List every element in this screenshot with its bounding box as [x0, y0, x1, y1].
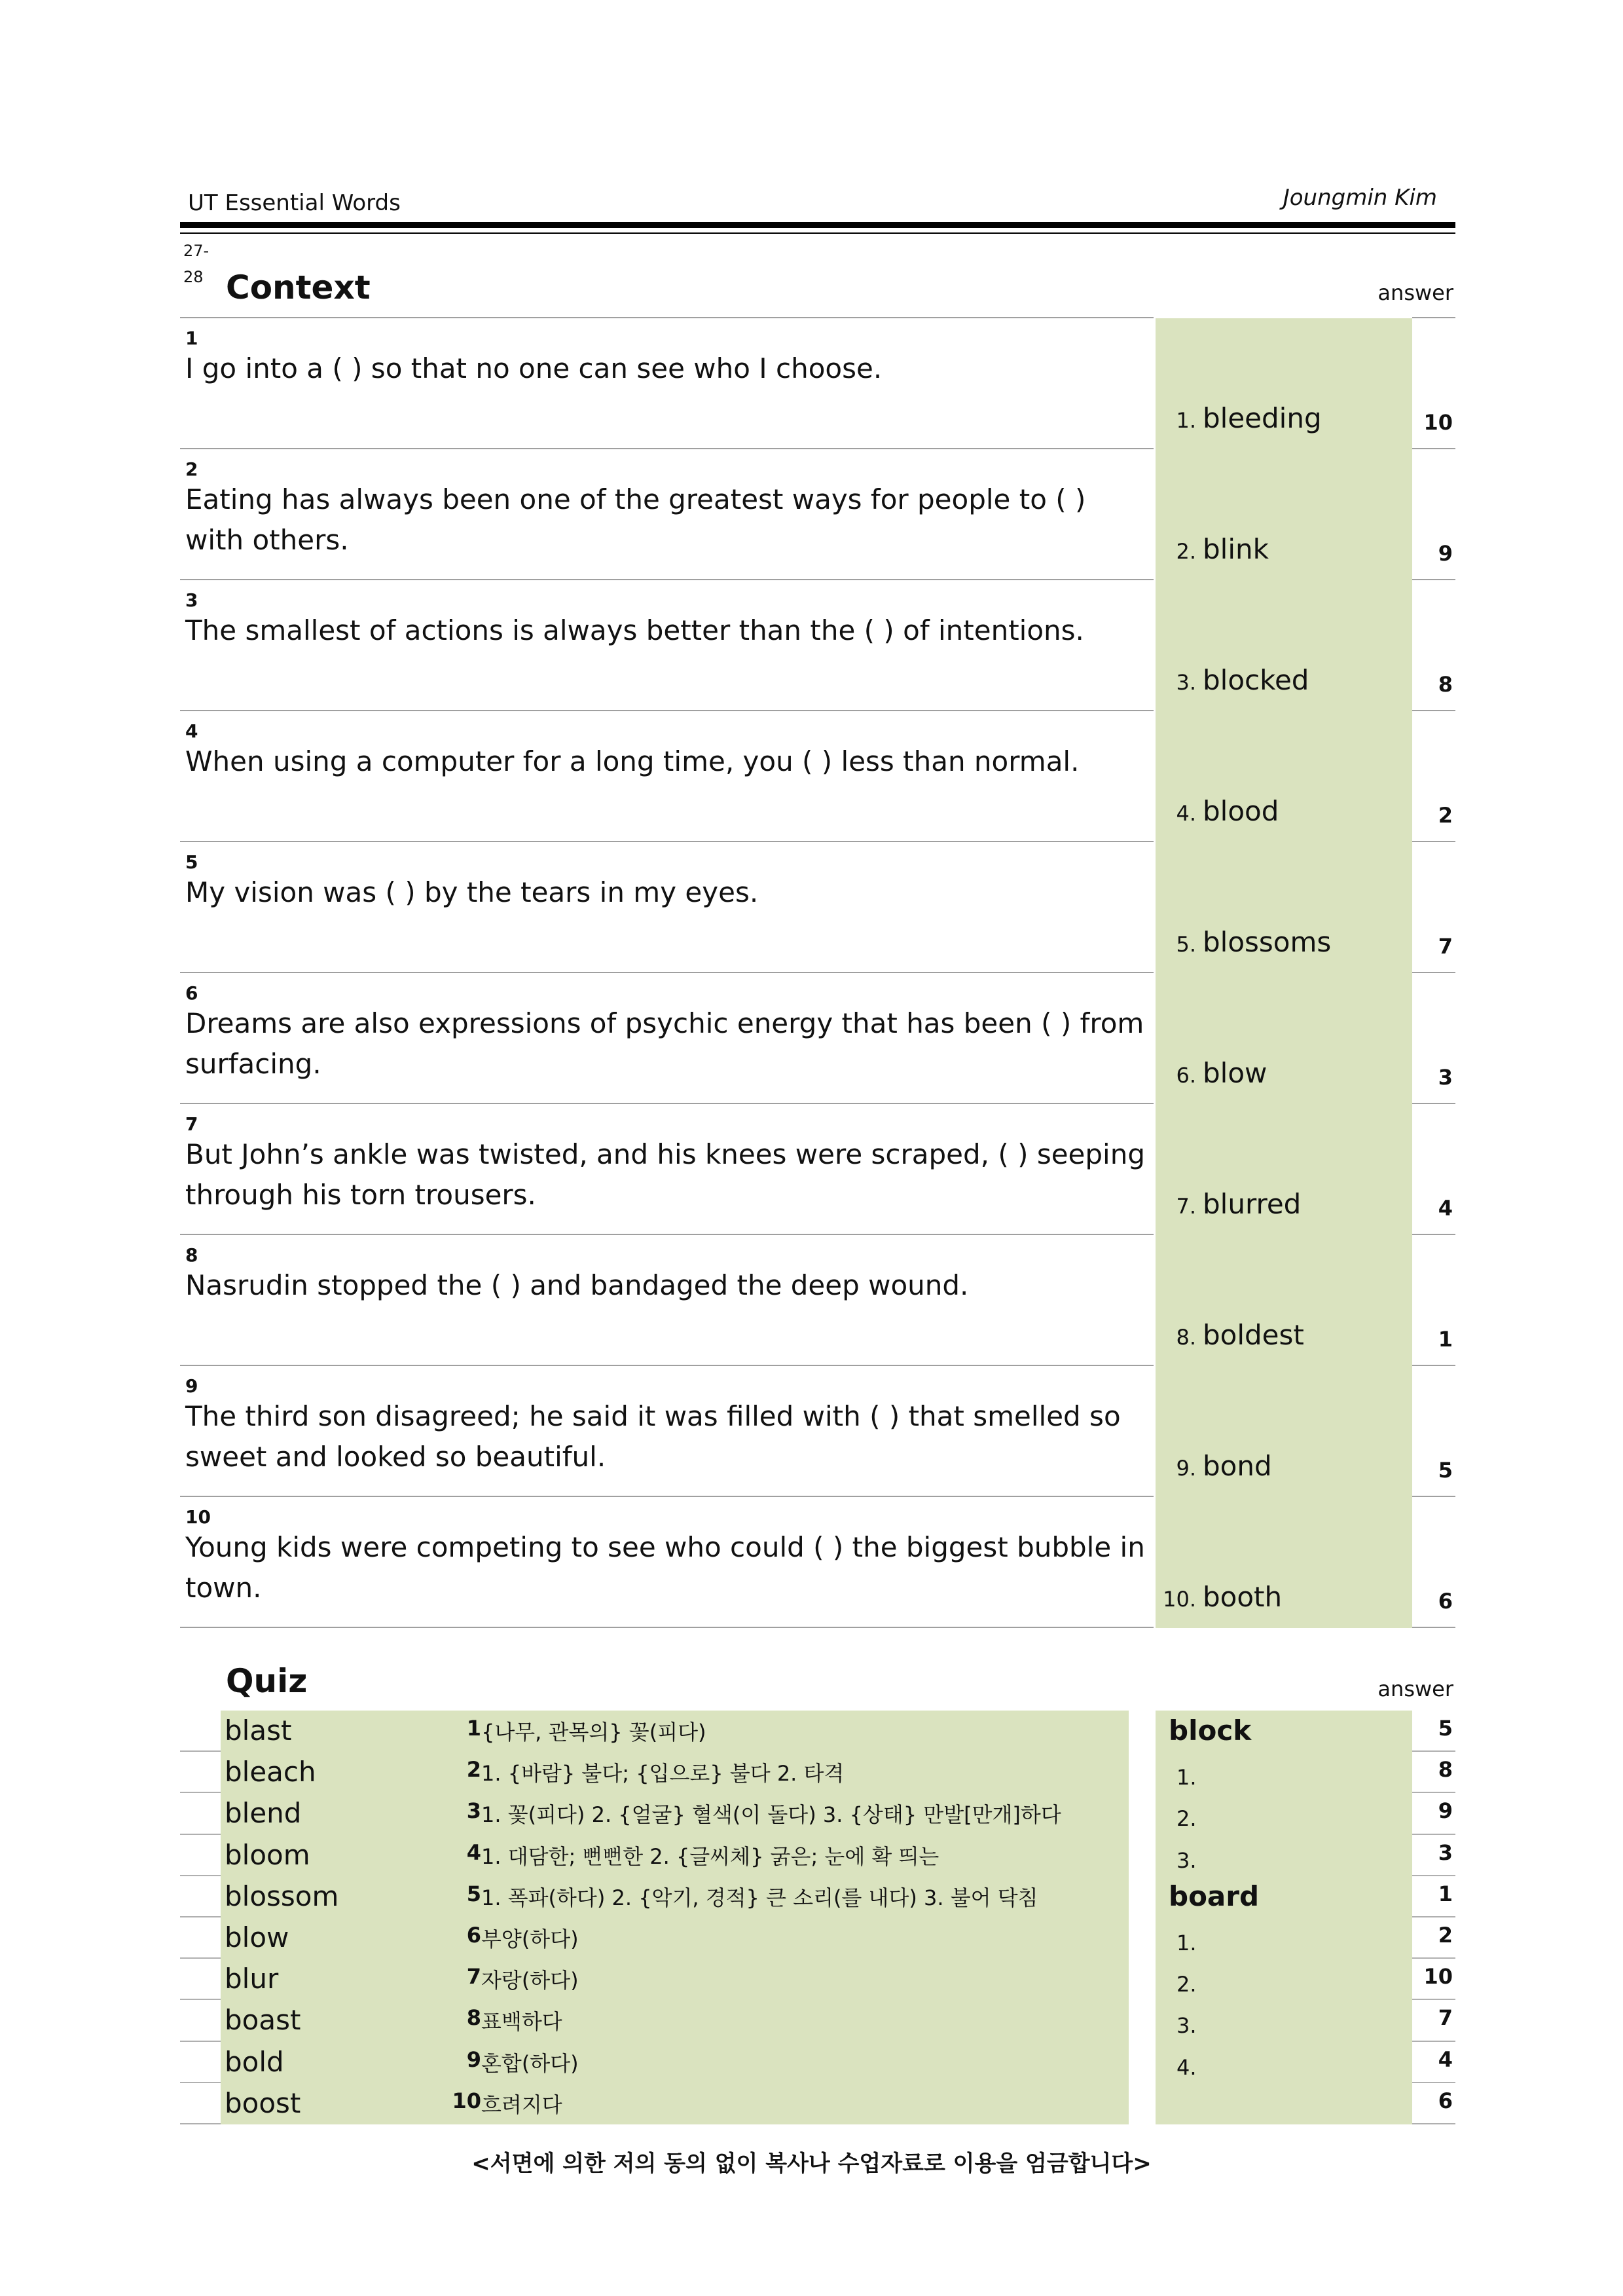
copyright-footer: <서면에 의한 저의 동의 없이 복사나 수업자료로 이용을 엄금합니다>	[471, 2151, 1152, 2177]
quiz-row	[180, 2083, 1455, 2124]
quiz-title: Quiz	[226, 1662, 308, 1700]
quiz-answer-value: 9	[1438, 1798, 1453, 1824]
quiz-side-number: 3.	[1176, 1847, 1197, 1873]
quiz-side-number: 1.	[1176, 1931, 1197, 1955]
quiz-def-number: 2	[466, 1757, 481, 1783]
word-choice-number: 9.	[1176, 1456, 1196, 1481]
word-choice-number: 3.	[1176, 670, 1196, 695]
quiz-side-number: 4.	[1176, 2054, 1197, 2080]
question-sentence: When using a computer for a long time, you ( ) less than normal.	[185, 745, 1080, 777]
question-number: 10	[185, 1506, 211, 1528]
context-row	[180, 1235, 1455, 1366]
question-sentence: Dreams are also expressions of psychic energy that has been ( ) from surfacing.	[185, 1007, 1144, 1080]
answer-value: 9	[1438, 541, 1453, 566]
quiz-def-number: 5	[466, 1881, 481, 1906]
quiz-row	[180, 2000, 1455, 2041]
row-divider	[180, 1627, 1154, 1628]
row-divider	[1412, 1627, 1455, 1628]
context-row	[180, 449, 1455, 580]
answer-value: 1	[1438, 1327, 1453, 1352]
quiz-def-number: 7	[466, 1964, 481, 1990]
quiz-word: bleach	[225, 1756, 316, 1788]
quiz-def-number: 1	[466, 1716, 481, 1741]
word-choice-number: 10.	[1163, 1587, 1196, 1612]
word-choice-text: blink	[1203, 533, 1269, 565]
quiz-word: blend	[225, 1797, 302, 1830]
header-title: UT Essential Words	[188, 190, 401, 216]
word-choice-text: blocked	[1203, 664, 1309, 696]
context-row	[180, 318, 1455, 449]
answer-value: 6	[1438, 1589, 1453, 1614]
question-sentence: Nasrudin stopped the ( ) and bandaged the deep wound.	[185, 1269, 969, 1301]
question-sentence: Young kids were competing to see who could ( ) the biggest bubble in town.	[185, 1531, 1145, 1604]
quiz-answer-value: 5	[1438, 1716, 1453, 1741]
unit-number: 27- 28	[183, 242, 210, 286]
word-choice-number: 7.	[1176, 1194, 1196, 1219]
context-title: Context	[226, 268, 371, 306]
question-number: 1	[185, 327, 198, 349]
question-number: 6	[185, 982, 198, 1004]
question-number: 5	[185, 851, 198, 873]
word-choice	[1156, 1581, 1404, 1613]
question-number: 7	[185, 1113, 198, 1135]
word-choice	[1156, 1319, 1404, 1351]
question-sentence: I go into a ( ) so that no one can see who I choose.	[185, 352, 883, 384]
header-author: Joungmin Kim	[1283, 185, 1437, 211]
quiz-row	[180, 1711, 1455, 1752]
quiz-answer-value: 7	[1438, 2005, 1453, 2031]
question-sentence: The smallest of actions is always better than the ( ) of intentions.	[185, 614, 1084, 646]
answer-value: 8	[1438, 672, 1453, 697]
quiz-side-number: 1.	[1176, 1765, 1197, 1790]
quiz-answer-value: 8	[1438, 1757, 1453, 1783]
word-choice-number: 2.	[1176, 539, 1196, 564]
context-row	[180, 842, 1455, 973]
quiz-word: blur	[225, 1963, 279, 1995]
quiz-answer-value: 2	[1438, 1923, 1453, 1948]
answer-value: 3	[1438, 1065, 1453, 1090]
quiz-word: blossom	[225, 1879, 339, 1912]
word-choice-number: 1.	[1176, 408, 1196, 433]
quiz-word: bold	[225, 2045, 284, 2078]
quiz-answer-value: 6	[1438, 2088, 1453, 2113]
quiz-side-number: 2.	[1176, 1806, 1197, 1832]
quiz-definition: 표백하다	[481, 2009, 562, 2035]
quiz-definition: 1. 대담한; 뻔뻔한 2. {글씨체} 굵은; 눈에 확 띄는	[481, 1843, 939, 1869]
word-choice	[1156, 795, 1404, 827]
quiz-side-heading: block	[1169, 1714, 1252, 1747]
quiz-definition: 부양(하다)	[481, 1927, 579, 1952]
word-choice-text: blossoms	[1203, 926, 1332, 958]
quiz-row	[180, 1876, 1455, 1917]
quiz-side-number: 3.	[1176, 2013, 1197, 2039]
quiz-def-number: 9	[466, 2046, 481, 2072]
header-rule-thin	[180, 232, 1455, 234]
quiz-def-number: 8	[466, 2005, 481, 2031]
quiz-row	[180, 1917, 1455, 1959]
question-number: 9	[185, 1375, 198, 1397]
word-choice	[1156, 926, 1404, 958]
quiz-definition: 1. {바람} 불다; {입으로} 불다 2. 타격	[481, 1761, 845, 1787]
word-choice-text: blurred	[1203, 1188, 1302, 1220]
question-number: 8	[185, 1244, 198, 1266]
context-row	[180, 711, 1455, 842]
quiz-row	[180, 1835, 1455, 1876]
word-choice	[1156, 402, 1404, 434]
word-choice-number: 4.	[1176, 801, 1196, 826]
quiz-def-number: 3	[466, 1798, 481, 1824]
answer-value: 4	[1438, 1196, 1453, 1221]
quiz-word: boast	[225, 2004, 301, 2037]
quiz-definition: 혼합(하다)	[481, 2050, 579, 2076]
answer-value: 5	[1438, 1458, 1453, 1483]
question-sentence: But John’s ankle was twisted, and his knees were scraped, ( ) seeping through his torn trousers.	[185, 1138, 1146, 1211]
quiz-definition: 자랑(하다)	[481, 1968, 579, 1993]
quiz-answer-value: 10	[1423, 1964, 1453, 1990]
word-choice-text: blood	[1203, 795, 1279, 827]
question-number: 4	[185, 720, 198, 742]
answer-value: 2	[1438, 803, 1453, 828]
quiz-definition: 1. 꽃(피다) 2. {얼굴} 혈색(이 돌다) 3. {상태} 만발[만개]하다	[481, 1802, 1061, 1828]
question-number: 2	[185, 458, 198, 480]
answer-value: 7	[1438, 934, 1453, 959]
context-row	[180, 973, 1455, 1104]
word-choice-text: blow	[1203, 1057, 1267, 1089]
question-sentence: My vision was ( ) by the tears in my eyes.	[185, 876, 759, 908]
quiz-def-number: 10	[452, 2088, 481, 2113]
context-row	[180, 1366, 1455, 1497]
quiz-side-number: 2.	[1176, 1972, 1197, 1997]
context-row	[180, 1497, 1455, 1628]
row-divider	[1412, 2123, 1455, 2124]
word-choice	[1156, 664, 1404, 696]
quiz-definition: 흐려지다	[481, 2092, 562, 2117]
context-row	[180, 1104, 1455, 1235]
question-number: 3	[185, 589, 198, 611]
row-divider	[180, 2123, 221, 2124]
quiz-word: blow	[225, 1921, 289, 1953]
header-rule-thick	[180, 222, 1455, 228]
word-choice-number: 5.	[1176, 932, 1196, 957]
quiz-answer-value: 3	[1438, 1840, 1453, 1865]
quiz-def-number: 6	[466, 1923, 481, 1948]
quiz-side-heading: board	[1169, 1879, 1260, 1912]
context-row	[180, 580, 1455, 711]
word-choice-text: bond	[1203, 1450, 1272, 1482]
word-choice-number: 6.	[1176, 1063, 1196, 1088]
word-choice-text: booth	[1203, 1581, 1283, 1613]
quiz-def-number: 4	[466, 1840, 481, 1865]
word-choice-text: boldest	[1203, 1319, 1304, 1351]
quiz-word: boost	[225, 2086, 301, 2119]
word-choice	[1156, 1057, 1404, 1089]
word-choice	[1156, 1450, 1404, 1482]
quiz-row	[180, 1793, 1455, 1834]
word-choice-number: 8.	[1176, 1325, 1196, 1350]
quiz-word: blast	[225, 1714, 292, 1747]
question-sentence: Eating has always been one of the greatest ways for people to ( ) with others.	[185, 483, 1086, 556]
quiz-answer-value: 4	[1438, 2046, 1453, 2072]
quiz-row	[180, 2042, 1455, 2083]
quiz-definition: {나무, 관목의} 꽃(피다)	[481, 1720, 706, 1745]
quiz-answer-value: 1	[1438, 1881, 1453, 1906]
answer-value: 10	[1423, 410, 1453, 435]
question-sentence: The third son disagreed; he said it was filled with ( ) that smelled so sweet and looked so beautiful.	[185, 1400, 1121, 1473]
quiz-word: bloom	[225, 1838, 310, 1871]
word-choice	[1156, 1188, 1404, 1220]
quiz-row	[180, 1959, 1455, 2000]
quiz-row	[180, 1752, 1455, 1793]
word-choice	[1156, 533, 1404, 565]
context-answer-label: answer	[1377, 280, 1453, 305]
word-choice-text: bleeding	[1203, 402, 1322, 434]
quiz-answer-label: answer	[1377, 1676, 1453, 1701]
quiz-definition: 1. 폭파(하다) 2. {악기, 경적} 큰 소리(를 내다) 3. 불어 닥침	[481, 1885, 1038, 1910]
